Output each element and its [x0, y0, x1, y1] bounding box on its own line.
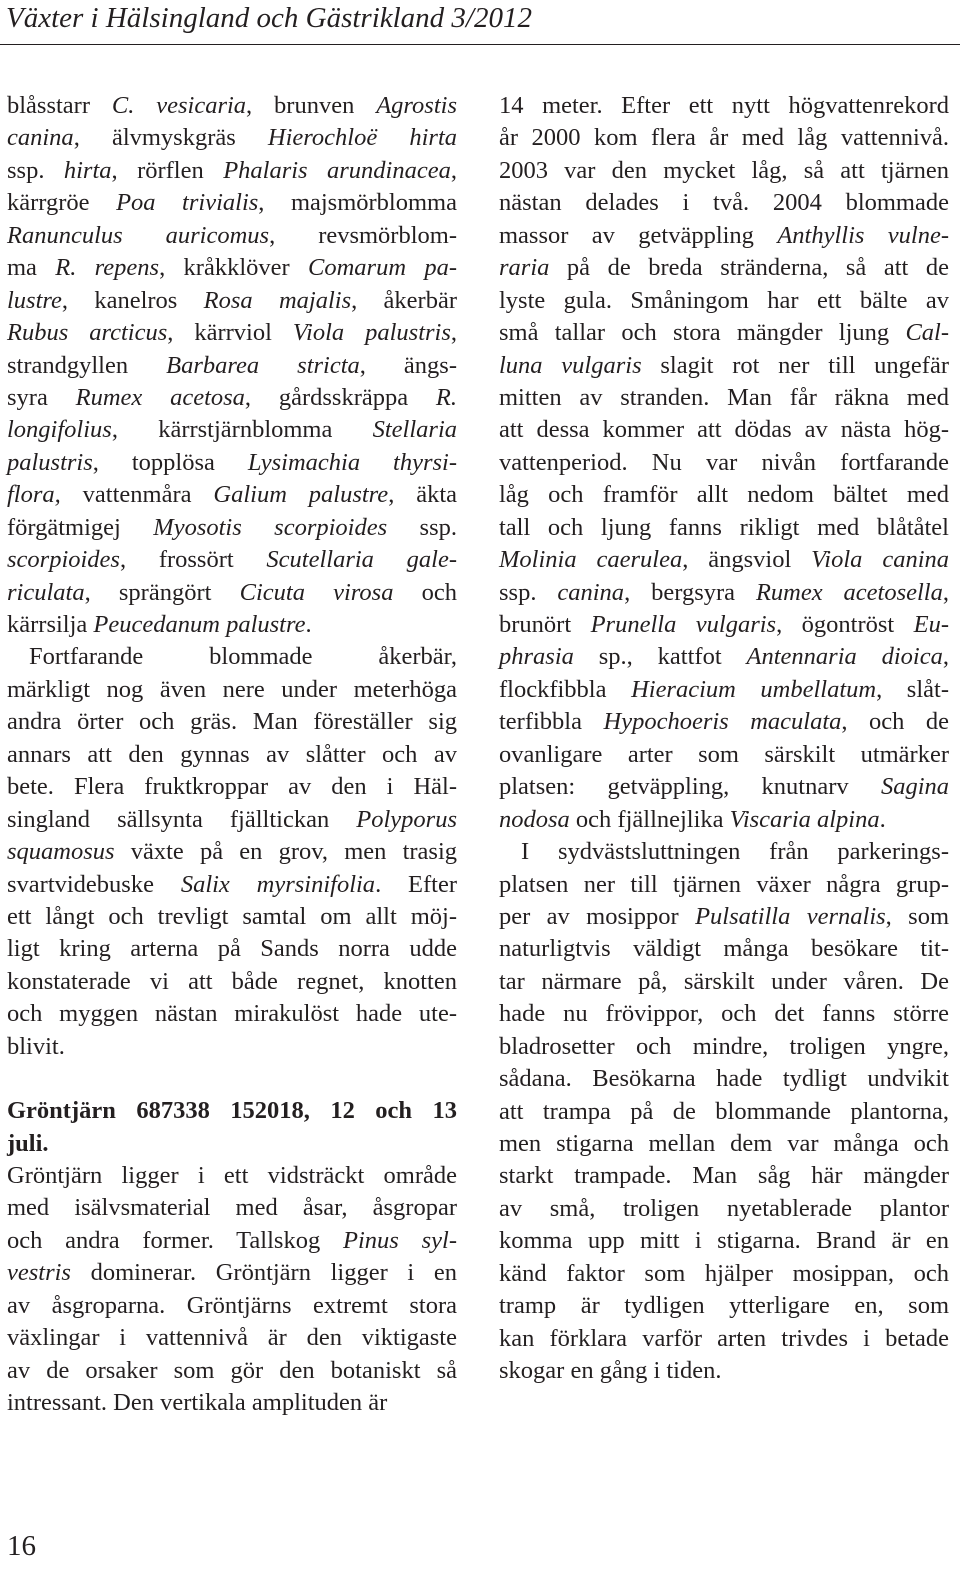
text-line: flockfibbla Hieracium umbellatum, slåt-	[499, 675, 949, 703]
text-line: phrasia sp., kattfot Antennaria dioica,	[499, 643, 949, 671]
text-line: Molinia caerulea, ängsviol Viola canina	[499, 546, 949, 574]
text-line: ssp. hirta, rörflen Phalaris arundinacea,	[7, 156, 457, 184]
text-line: sådana. Besökarna hade tydligt undvikit	[499, 1065, 949, 1093]
running-header: Växter i Hälsingland och Gästrikland 3/2012	[6, 2, 532, 34]
text-line: små tallar och stora mängder ljung Cal-	[499, 319, 949, 347]
paragraph-gap	[7, 1063, 457, 1095]
text-line: Rubus arcticus, kärrviol Viola palustris,	[7, 319, 457, 347]
text-line: mitten av stranden. Man får räkna med	[499, 383, 949, 411]
text-line: starkt trampade. Man såg här mängder	[499, 1162, 949, 1190]
text-line: platsen ner till tjärnen växer några grup-	[499, 870, 949, 898]
text-line: luna vulgaris slagit rot ner till ungefär	[499, 351, 949, 379]
text-line: naturligtvis väldigt många besökare tit-	[499, 935, 949, 963]
text-line: ligt kring arterna på Sands norra udde	[7, 935, 457, 963]
text-line: kärrsilja Peucedanum palustre.	[7, 611, 312, 638]
text-line: hade nu frövippor, och det fanns större	[499, 1000, 949, 1028]
text-line: år 2000 kom flera år med låg vattennivå.	[499, 124, 949, 152]
text-line: squamosus växte på en grov, men trasig	[7, 838, 457, 866]
text-line: andra örter och gräs. Man föreställer sig	[7, 708, 457, 736]
text-line: märkligt nog även nere under meterhöga	[7, 675, 457, 703]
text-line: platsen: getväppling, knutnarv Sagina	[499, 773, 949, 801]
text-line: longifolius, kärrstjärnblomma Stellaria	[7, 416, 457, 444]
text-line: 14 meter. Efter ett nytt högvattenrekord	[499, 92, 949, 119]
text-line: ssp. canina, bergsyra Rumex acetosella,	[499, 578, 949, 606]
text-line: annars att den gynnas av slåtter och av	[7, 740, 457, 768]
text-line: tramp är tydligen ytterligare en, som	[499, 1292, 949, 1320]
text-line: ma R. repens, kråkklöver Comarum pa-	[7, 254, 457, 282]
text-line: men stigarna mellan dem var många och	[499, 1130, 949, 1157]
text-line: med isälvsmaterial med åsar, åsgropar	[7, 1194, 457, 1222]
text-line: Gröntjärn ligger i ett vidsträckt område	[7, 1162, 457, 1189]
text-line: konstaterade vi att både regnet, knotten	[7, 967, 457, 995]
text-line: kan förklara varför arten trivdes i betade	[499, 1324, 949, 1352]
text-line: av de orsaker som gör den botaniskt så	[7, 1356, 457, 1384]
text-line: blivit.	[7, 1032, 65, 1060]
text-line: bladrosetter och mindre, troligen yngre,	[499, 1032, 949, 1060]
text-line: bete. Flera fruktkroppar av den i Häl-	[7, 773, 457, 801]
text-line: känd faktor som hjälper mosippan, och	[499, 1259, 949, 1287]
text-line: förgätmigej Myosotis scorpioides ssp.	[7, 513, 458, 541]
section-heading-line: Gröntjärn 687338 152018, 12 och 13	[7, 1097, 457, 1125]
text-line: av åsgroparna. Gröntjärns extremt stora	[7, 1291, 457, 1319]
header-rule	[0, 44, 960, 45]
text-line: I sydvästsluttningen från parkerings-	[521, 838, 949, 866]
text-line: palustris, topplösa Lysimachia thyrsi-	[7, 448, 457, 476]
text-line: att trampa på de blommande plantorna,	[499, 1097, 949, 1125]
text-line: skogar en gång i tiden.	[499, 1357, 722, 1385]
text-line: låg och framför allt nedom bältet med	[499, 481, 949, 509]
text-line: terfibbla Hypochoeris maculata, och de	[499, 708, 949, 736]
text-line: och andra former. Tallskog Pinus syl-	[7, 1226, 457, 1254]
text-line: nästan delades i två. 2004 blommade	[499, 189, 949, 217]
text-line: lyste gula. Småningom har ett bälte av	[499, 286, 949, 314]
text-line: flora, vattenmåra Galium palustre, äkta	[7, 481, 458, 509]
text-line: canina, älvmyskgräs Hierochloë hirta	[7, 124, 458, 152]
text-line: scorpioides, frossört Scutellaria gale-	[7, 546, 457, 574]
text-line: kärrgröe Poa trivialis, majsmörblomma	[7, 189, 457, 217]
text-line: vattenperiod. Nu var nivån fortfarande	[499, 448, 949, 476]
text-line: brunört Prunella vulgaris, ögontröst Eu-	[499, 611, 950, 638]
text-line: raria på de breda stränderna, så att de	[499, 254, 949, 282]
text-line: strandgyllen Barbarea stricta, ängs-	[7, 351, 457, 379]
text-line: att dessa kommer att dödas av nästa hög-	[499, 416, 949, 444]
text-line: massor av getväppling Anthyllis vulne-	[499, 221, 949, 249]
text-line: blåsstarr C. vesicaria, brunven Agrostis	[7, 92, 457, 119]
text-line: svartvidebuske Salix myrsinifolia. Efter	[7, 870, 457, 898]
text-line: ovanligare arter som särskilt utmärker	[499, 740, 949, 768]
text-line: av små, troligen nyetablerade plantor	[499, 1194, 949, 1222]
text-line: och myggen nästan mirakulöst hade ute-	[7, 1000, 457, 1028]
text-line: Ranunculus auricomus, revsmörblom-	[7, 221, 457, 249]
text-line: tall och ljung fanns rikligt med blåtåtel	[499, 513, 949, 541]
left-column	[7, 90, 457, 1420]
text-line: ett långt och trevligt samtal om allt möj-	[7, 902, 457, 930]
section-heading-line: juli.	[7, 1129, 49, 1157]
right-column	[499, 90, 949, 1388]
text-line: växlingar i vattennivå är den viktigaste	[7, 1324, 457, 1352]
text-line: singland sällsynta fjälltickan Polyporus	[7, 805, 457, 833]
text-line: lustre, kanelros Rosa majalis, åkerbär	[7, 286, 457, 314]
text-line: per av mosippor Pulsatilla vernalis, som	[499, 902, 950, 930]
text-line: intressant. Den vertikala amplituden är	[7, 1389, 388, 1417]
text-line: nodosa och fjällnejlika Viscaria alpina.	[499, 805, 886, 833]
text-line: 2003 var den mycket låg, så att tjärnen	[499, 156, 949, 184]
text-line: tar närmare på, särskilt under våren. De	[499, 967, 949, 995]
text-line: riculata, sprängört Cicuta virosa och	[7, 578, 457, 606]
text-line: Fortfarande blommade åkerbär,	[29, 643, 457, 671]
page-number: 16	[7, 1530, 36, 1562]
text-line: vestris dominerar. Gröntjärn ligger i en	[7, 1259, 457, 1287]
text-line: komma upp mitt i stigarna. Brand är en	[499, 1227, 949, 1255]
text-line: syra Rumex acetosa, gårdsskräppa R.	[7, 383, 457, 411]
